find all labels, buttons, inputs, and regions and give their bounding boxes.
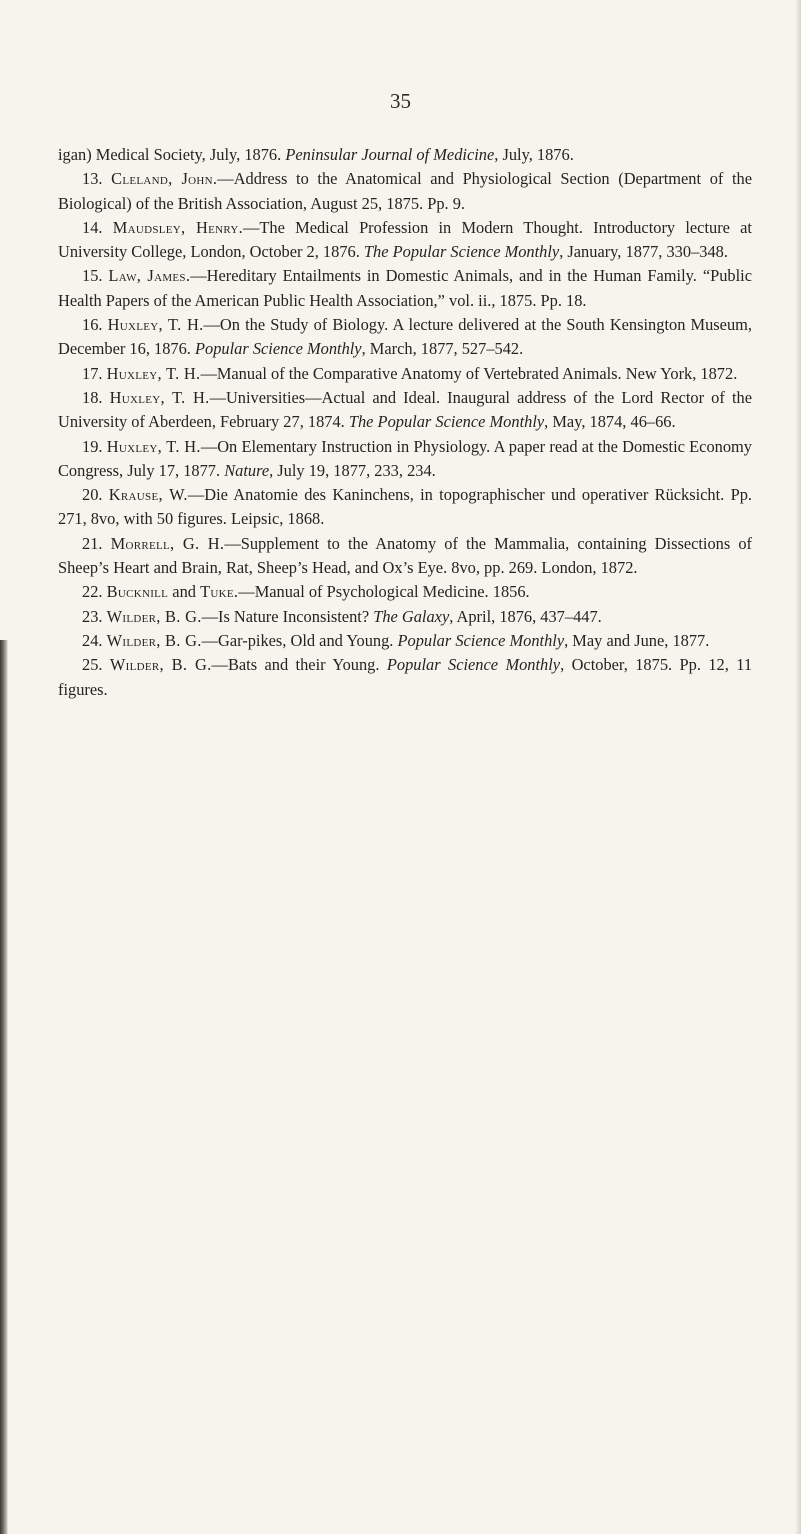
entry-text: —Bats and their Young. [211,655,387,675]
entry-number: 17. [82,363,107,383]
journal-title: Popular Science Monthly [386,655,561,675]
entry-text: —Supplement to the Anatomy of the Mammalia, containing Dissections of Sheep’s Heart and Brain, Rat, Sheep’s Head, and Ox’s Eye. 8vo, pp. 269. London, 1872. [58,533,753,578]
entry-number: 21. [82,533,111,553]
entry-number: 23. [82,606,107,626]
page-edge-shadow [0,640,8,1534]
entry-text: , April, 1876, 437–447. [449,606,602,626]
entry-text: , March, 1877, 527–542. [361,339,524,359]
entry-text: —Die Anatomie des Kaninchens, in topographischer und operativer Rücksicht. Pp. 271, 8vo, with 50 figures. Leipsic, 1868. [58,485,752,529]
entry-text: —Manual of Psychological Medicine. 1856. [238,582,530,602]
entry-number: 15. [82,266,109,286]
page-number: 35 [390,89,411,113]
entry-text: —Hereditary Entailments in Domestic Animals, and in the Human Family. “Public Health Papers of the American Public Health Association,” vol. ii., 1875. Pp. 18. [58,266,752,310]
entry-text: , July 19, 1877, 233, 234. [269,460,436,480]
entry-text: , May, 1874, 46–66. [544,412,676,432]
journal-title: The Popular Science Monthly [363,242,560,262]
entry-author-second: Tuke. [200,582,239,602]
journal-title: Popular Science Monthly [397,630,565,650]
entry-author: Krause, W. [108,485,188,505]
entry-author: Huxley, T. H. [109,387,210,407]
journal-title: Nature [224,460,270,480]
journal-title: Popular Science Monthly [195,339,362,359]
entry-number: 20. [82,485,109,505]
entry-text: —Address to the Anatomical and Physiological Section (Department of the Biological) of the British Association, August 25, 1875. Pp. 9. [58,169,753,213]
bibliography-entry [58,167,752,216]
bibliography-list [58,143,752,702]
entry-author: Morrell, G. H. [110,533,225,553]
entry-text: , January, 1877, 330–348. [559,242,728,262]
entry-number: 18. [82,387,110,407]
bibliography-entry [58,143,752,167]
entry-text: —Is Nature Inconsistent? [201,606,374,626]
journal-title: The Galaxy [373,606,450,626]
bibliography-entry [58,216,752,265]
entry-text: , July, 1876. [494,145,574,164]
entry-author: Maudsley, Henry. [112,217,244,237]
entry-author: Huxley, T. H. [106,363,201,383]
bibliography-entry [58,264,752,313]
entry-number: 19. [82,436,107,456]
entry-author: Wilder, B. G. [109,655,212,675]
entry-text: , October, 1875. Pp. 12, 11 figures. [58,655,753,699]
entry-number: 25. [82,655,110,675]
entry-text: —Manual of the Comparative Anatomy of Vertebrated Animals. New York, 1872. [200,363,738,383]
entry-author: Huxley, T. H. [107,315,204,335]
bibliography-entry [58,313,752,362]
entry-author: Wilder, B. G. [106,630,202,650]
bibliography-entry [58,362,752,386]
page-edge-right [795,0,801,1534]
entry-text: igan) Medical Society, July, 1876. [58,145,286,164]
entry-text: and [168,582,201,602]
entry-author: Wilder, B. G. [106,606,202,626]
entry-text: —On the Study of Biology. A lecture delivered at the South Kensington Museum, December 16, 1876. [58,315,752,359]
journal-title: The Popular Science Monthly [348,412,545,432]
entry-number: 16. [82,315,108,335]
bibliography-entry [58,653,752,702]
entry-text: —Universities—Actual and Ideal. Inaugural address of the Lord Rector of the University of Aberdeen, February 27, 1874. [58,387,752,432]
bibliography-entry [58,386,752,435]
entry-number: 14. [82,217,113,237]
entry-text: —Gar-pikes, Old and Young. [201,630,398,650]
bibliography-entry [58,532,752,581]
entry-author: Law, James. [108,266,191,286]
entry-author: Bucknill [106,582,169,602]
bibliography-entry [58,580,752,604]
entry-author: Huxley, T. H. [106,436,201,456]
entry-number: 24. [82,630,107,650]
entry-text: , May and June, 1877. [564,630,710,650]
entry-text: —The Medical Profession in Modern Thought. Introductory lecture at University College, London, October 2, 1876. [58,217,752,262]
entry-text: —On Elementary Instruction in Physiology. A paper read at the Domestic Economy Congress, July 17, 1877. [58,436,752,480]
bibliography-entry [58,605,752,629]
bibliography-entry [58,483,752,532]
bibliography-entry [58,629,752,653]
bibliography-entry [58,435,752,484]
entry-author: Cleland, John. [111,169,218,189]
journal-title: Peninsular Journal of Medicine [285,145,495,164]
entry-number: 22. [82,582,107,602]
entry-number: 13. [82,169,112,189]
